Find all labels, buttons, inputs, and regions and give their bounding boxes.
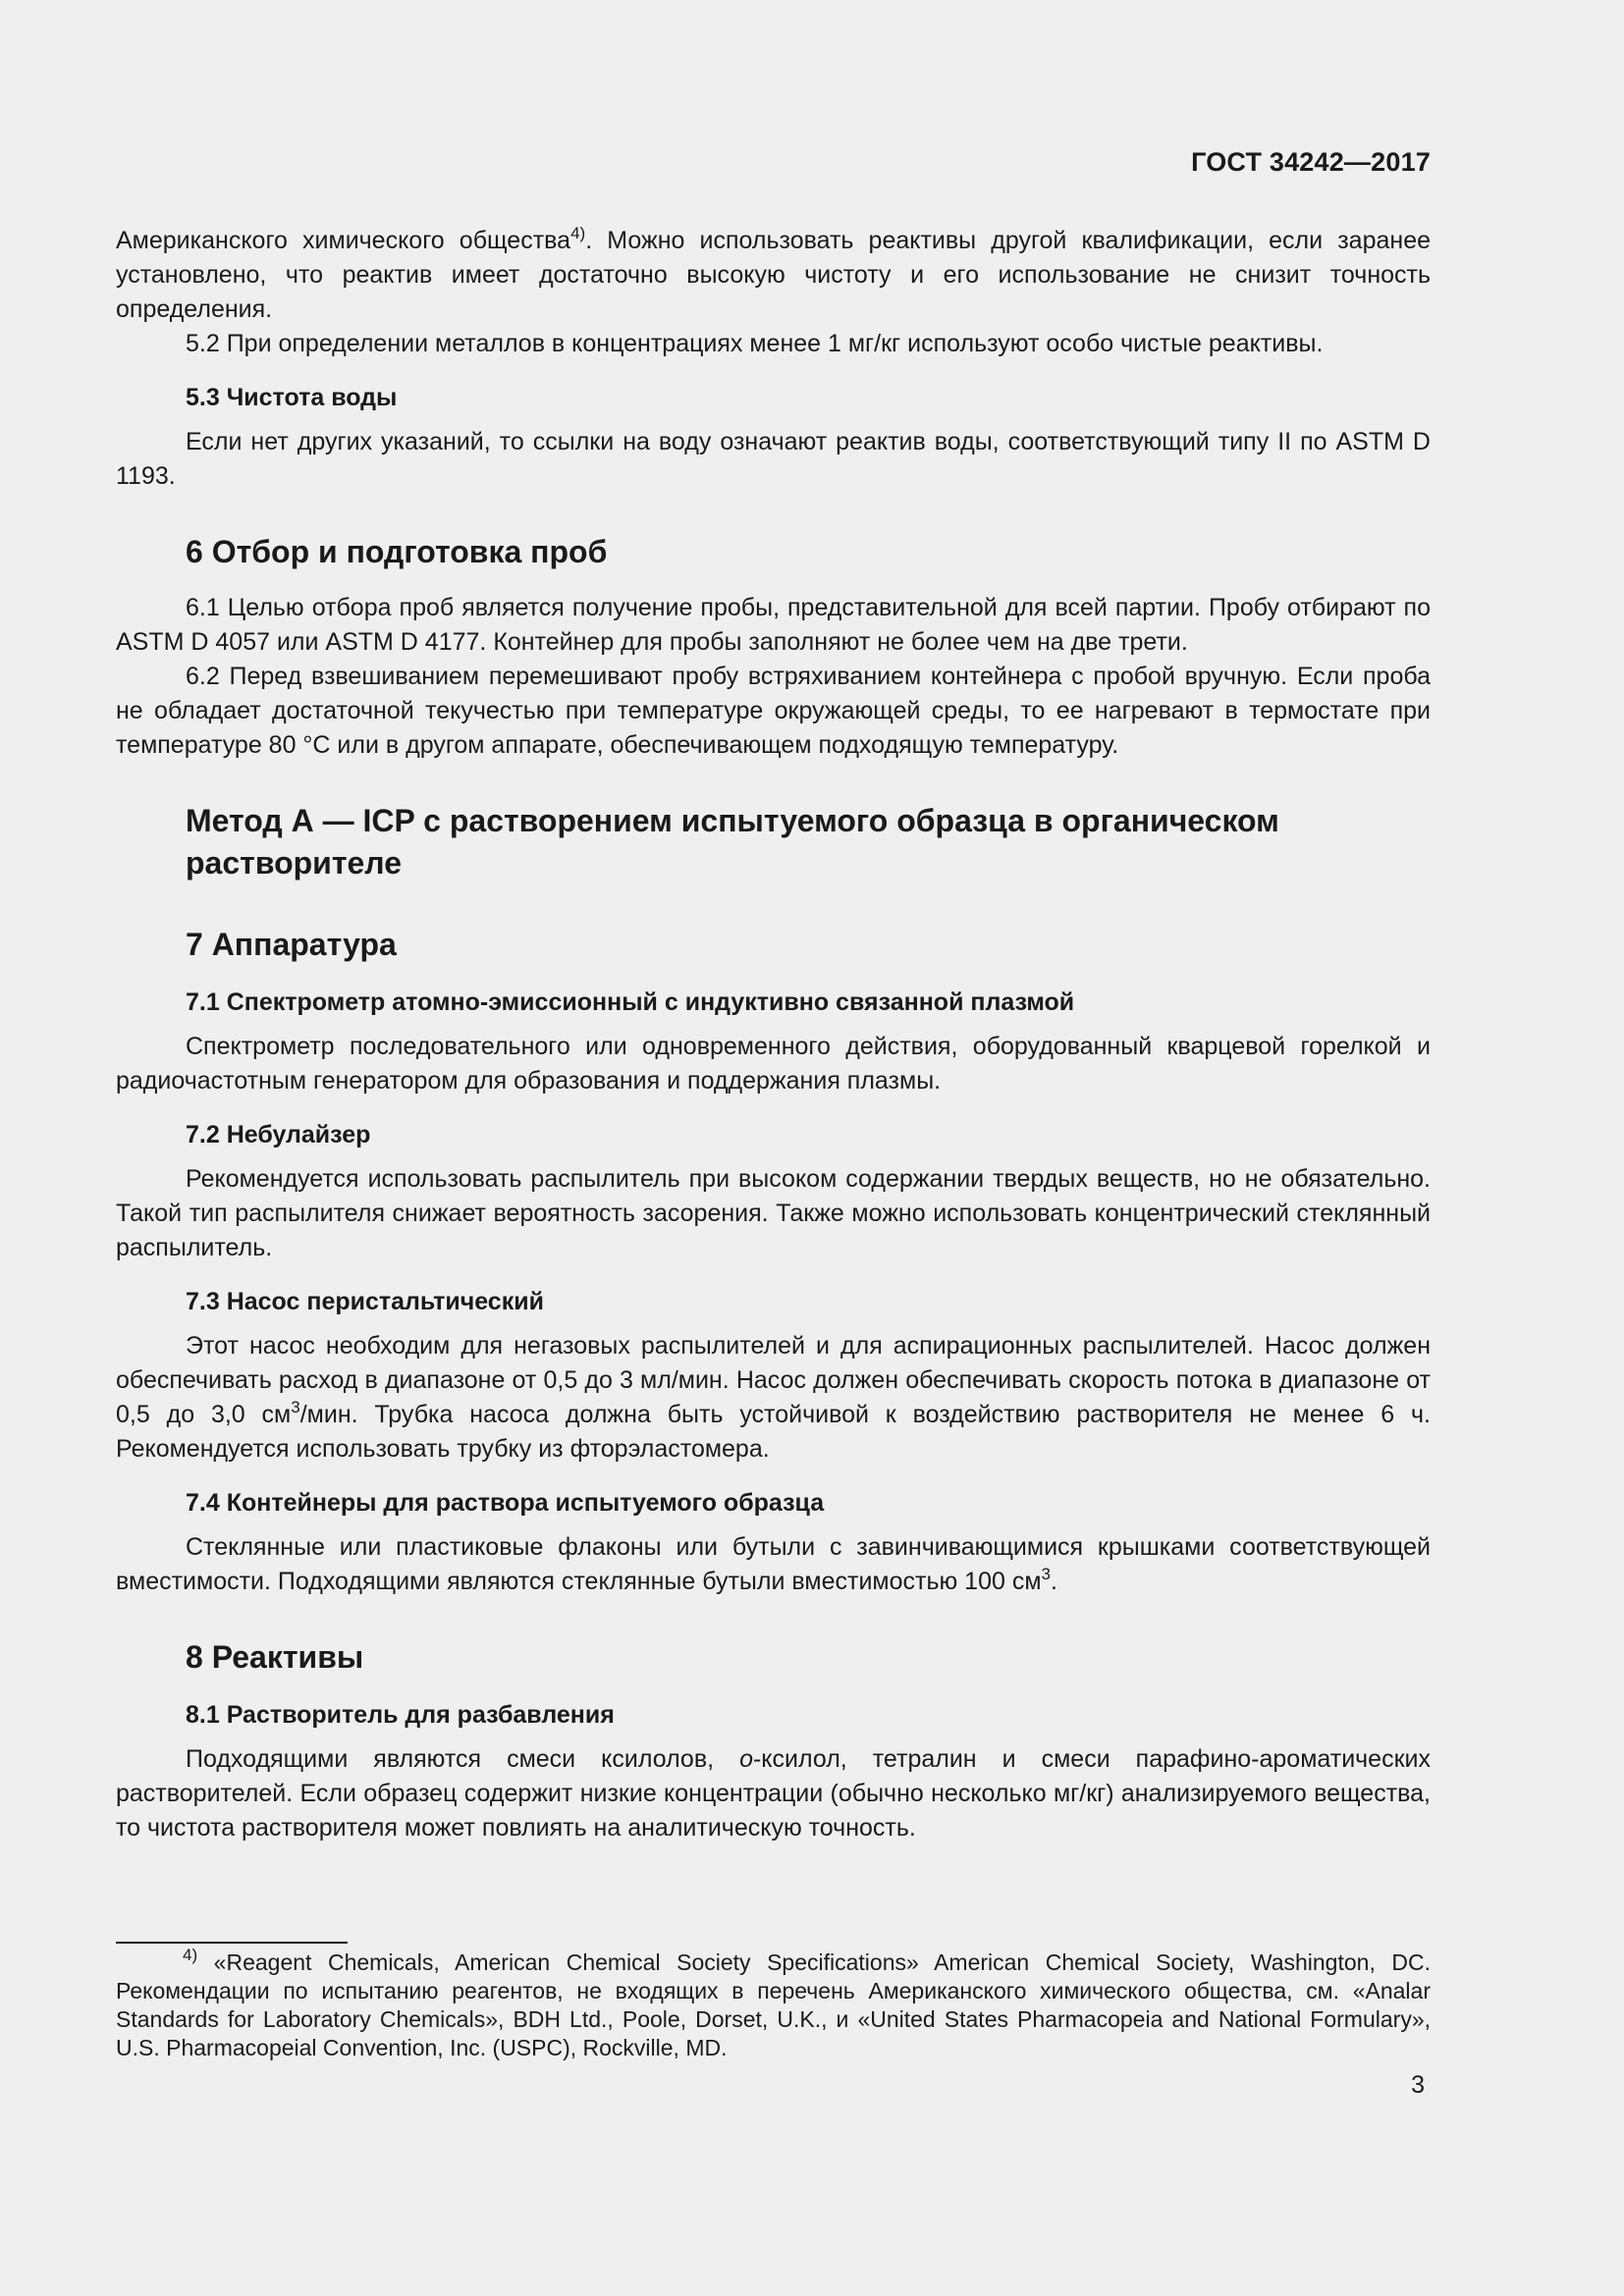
heading-7-1: 7.1 Спектрометр атомно-эмиссионный с индуктивно связанной плазмой [186,988,1075,1016]
footnote-marker: 4) [183,1946,198,1964]
heading-5-3: 5.3 Чистота воды [186,384,398,411]
footnote-divider [116,1942,348,1944]
heading-section-6: 6 Отбор и подготовка проб [186,534,608,569]
paragraph-8-1: Подходящими являются смеси ксилолов, о-ксилол, тетралин и смеси парафино-ароматических растворителей. Если образец содержит низкие концентрации (обычно несколько мг/кг) анализируемого вещества, то чистота растворителя может повлиять на аналитическую точность. [116,1745,1431,1842]
paragraph-7-3: Этот насос необходим для негазовых распылителей и для аспирационных распылителей. Насос должен обеспечивать расход в диапазоне от 0,5 до 3 мл/мин. Насос должен обеспечивать скорость потока в диапазоне от 0,5 до 3,0 $см^3$/мин. Трубка насоса должна быть устойчивой к воздействию растворителя не менее 6 ч. Рекомендуется использовать трубку из фторэластомера. [116,1332,1431,1463]
footnote [116,1946,1431,2062]
paragraph-7-1: Спектрометр последовательного или одновременного действия, оборудованный кварцевой горелкой и радиочастотным генератором для образования и поддержания плазмы. [116,1033,1431,1095]
document-header: ГОСТ 34242—2017 [1191,147,1431,177]
heading-section-7: 7 Аппаратура [186,927,397,962]
paragraph-5-3: Если нет других указаний, то ссылки на воду означают реактив воды, соответствующий типу II по ASTM D 1193. [116,428,1431,490]
paragraph-continuation: Американского химического общества$^{4)}$. Можно использовать реактивы другой квалификации, если заранее установлено, что реактив имеет достаточно высокую чистоту и его использование не снизит точность определения. [116,224,1431,323]
paragraph-6-1: 6.1 Целью отбора проб является получение пробы, представительной для всей партии. Пробу отбирают по ASTM D 4057 или ASTM D 4177. Контейнер для пробы заполняют не более чем на две трети. [116,594,1431,656]
footnote-text: «Reagent Chemicals, American Chemical Society Specifications» American Chemical Society, Washington, DC. Рекомендации по испытанию реагентов, не входящих в перечень Американского химического общества, см. «Analar Standards for Laboratory Chemicals», BDH Ltd., Poole, Dorset, U.K., и «United States Pharmacopeia and National Formulary», U.S. Pharmacopeial Convention, Inc. (USPC), Rockville, MD. [116,1949,1431,2060]
paragraph-5-2: 5.2 При определении металлов в концентрациях менее 1 мг/кг используют особо чистые реактивы. [186,330,1324,357]
heading-7-3: 7.3 Насос перистальтический [186,1288,544,1315]
main-content [116,224,1431,1845]
footnote-ref: 4) [570,224,586,242]
heading-8-1: 8.1 Растворитель для разбавления [186,1701,615,1729]
paragraph-6-2: 6.2 Перед взвешиванием перемешивают пробу встряхиванием контейнера с пробой вручную. Если проба не обладает достаточной текучестью при температуре окружающей среды, то ее нагревают в термостате при температуре 80 °С или в другом аппарате, обеспечивающем подходящую температуру. [116,663,1431,759]
page-number: 3 [1411,2071,1425,2099]
paragraph-7-2: Рекомендуется использовать распылитель при высоком содержании твердых веществ, но не обязательно. Такой тип распылителя снижает вероятность засорения. Также можно использовать концентрический стеклянный распылитель. [116,1165,1431,1261]
heading-method-a: Метод А — ICP с растворением испытуемого образца в органическом растворителе [186,803,1279,881]
paragraph-7-4: Стеклянные или пластиковые флаконы или бутыли с завинчивающимися крышками соответствующей вместимости. Подходящими являются стеклянные бутыли вместимостью 100 $см^3$. [116,1533,1431,1595]
heading-section-8: 8 Реактивы [186,1639,364,1675]
heading-7-4: 7.4 Контейнеры для раствора испытуемого образца [186,1489,825,1517]
heading-7-2: 7.2 Небулайзер [186,1121,371,1148]
